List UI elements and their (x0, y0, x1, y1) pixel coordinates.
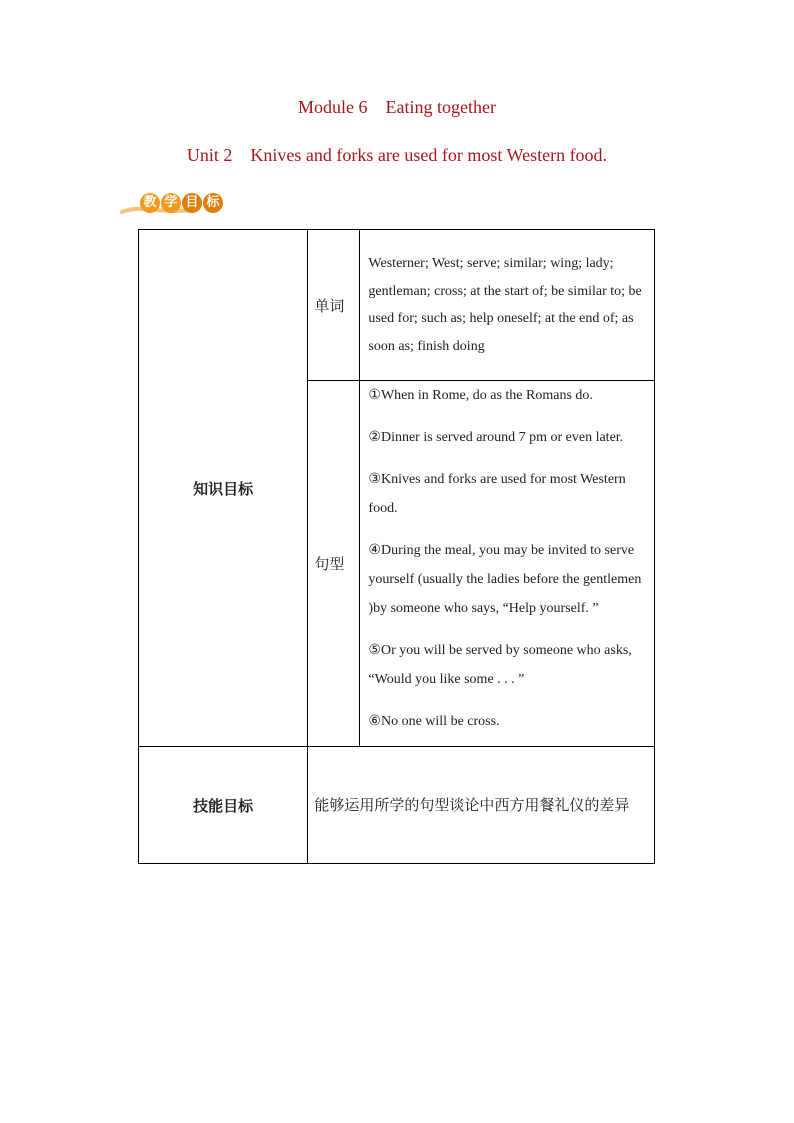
sentence-item: ⑤Or you will be served by someone who asks, “Would you like some . . . ” (368, 643, 632, 687)
table-row (139, 747, 655, 864)
sentences-label: 句型 (308, 381, 360, 747)
skill-goal-text: 能够运用所学的句型谈论中西方用餐礼仪的差异 (308, 747, 655, 864)
badge-char: 教 (140, 193, 160, 213)
badge-char: 学 (161, 193, 181, 213)
unit-title: Unit 2 Knives and forks are used for most Western food. (186, 145, 608, 165)
sentence-item: ①When in Rome, do as the Romans do. (368, 388, 593, 403)
knowledge-goal-label: 知识目标 (139, 230, 308, 747)
goals-table (138, 229, 655, 864)
sentence-item: ④During the meal, you may be invited to serve yourself (usually the ladies before the gentlemen )by someone who says, “Help yourself. ” (368, 543, 642, 616)
teaching-goals-badge (120, 190, 230, 218)
badge-char: 标 (203, 193, 223, 213)
table-row (139, 230, 655, 381)
sentence-item: ③Knives and forks are used for most Western food. (368, 472, 626, 516)
sentences-list (360, 381, 655, 747)
sentence-item: ⑥No one will be cross. (368, 714, 500, 729)
words-list: Westerner; West; serve; similar; wing; lady; gentleman; cross; at the start of; be similar to; be used for; such as; help oneself; at the end of; as soon as; finish doing (360, 230, 655, 381)
skill-goal-label: 技能目标 (139, 747, 308, 864)
words-label: 单词 (308, 230, 360, 381)
badge-char: 目 (182, 193, 202, 213)
sentence-item: ②Dinner is served around 7 pm or even later. (368, 430, 624, 445)
module-title: Module 6 Eating together (298, 97, 496, 117)
